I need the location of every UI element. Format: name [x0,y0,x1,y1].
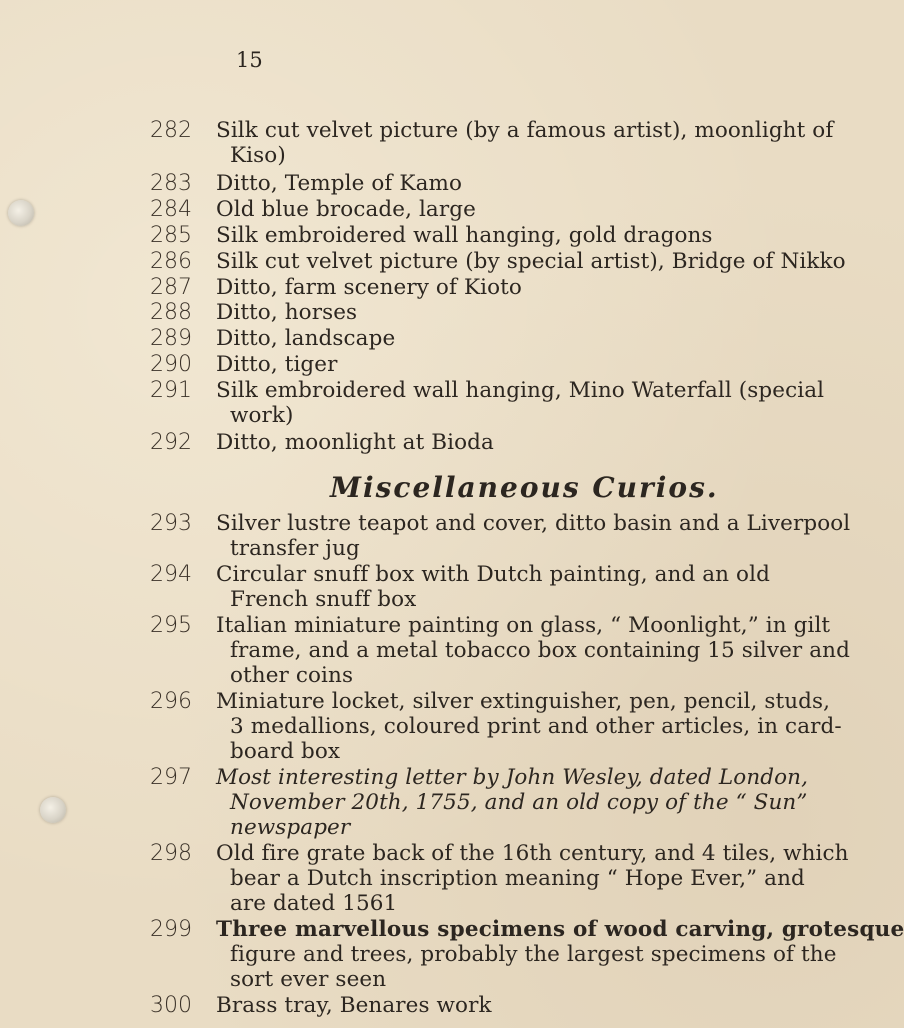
lot-line: Ditto, Temple of Kamo [216,171,463,196]
lot-number: 291 [150,378,192,403]
lot-line: Silver lustre teapot and cover, ditto basin and a Liverpool [216,511,851,536]
lot-line: Ditto, tiger [216,352,338,377]
lot-description [216,562,786,612]
lot-description [216,275,786,300]
lot-description [216,352,786,377]
lot-number: 286 [150,249,192,274]
lot-number: 300 [150,993,192,1018]
lot-number: 285 [150,223,192,248]
lot-line: Italian miniature painting on glass, “ Moonlight,” in gilt [216,613,831,638]
lot-line: Old fire grate back of the 16th century, and 4 tiles, which [216,841,849,866]
lot-line: Old blue brocade, large [216,197,476,222]
lot-description [216,300,786,325]
lot-number: 292 [150,430,192,455]
lot-line: Silk cut velvet picture (by a famous artist), moonlight of [216,118,834,143]
lot-description [216,249,846,274]
lot-number: 297 [150,765,192,790]
lot-line: Ditto, landscape [216,326,396,351]
lot-number: 295 [150,613,192,638]
lot-number: 284 [150,197,192,222]
lot-line: Silk embroidered wall hanging, Mino Waterfall (special [216,378,825,403]
lot-description [216,326,786,351]
lot-number: 290 [150,352,192,377]
lot-number: 287 [150,275,192,300]
lot-line: are dated 1561 [230,891,398,916]
lot-description [216,841,849,916]
lot-line: November 20th, 1755, and an old copy of the “ Sun” [230,790,808,815]
lot-line: transfer jug [230,536,360,561]
lot-number: 283 [150,171,192,196]
page-number: 15 [236,48,263,72]
lot-number: 293 [150,511,192,536]
lot-description [216,378,825,428]
lot-line: newspaper [230,815,351,840]
lot-number: 289 [150,326,192,351]
lot-line: board box [230,739,341,764]
lot-description [216,765,809,840]
lot-line: Silk embroidered wall hanging, gold dragons [216,223,713,248]
lot-description [216,223,786,248]
lot-description [216,613,850,688]
lot-line: frame, and a metal tobacco box containing 15 silver and [230,638,850,663]
lot-line: Silk cut velvet picture (by special artist), Bridge of Nikko [216,249,846,274]
section-heading: Miscellaneous Curios. [330,471,719,504]
lot-line: Ditto, horses [216,300,358,325]
lot-line: figure and trees, probably the largest specimens of the [230,942,837,967]
lot-line: Three marvellous specimens of wood carving, grotesque [216,917,904,942]
lot-description [216,511,851,561]
lot-line: Ditto, farm scenery of Kioto [216,275,522,300]
lot-description [216,689,842,764]
punch-hole-bottom [40,797,66,823]
lot-number: 299 [150,917,192,942]
lot-description [216,197,786,222]
lot-description [216,917,904,992]
lot-line: Kiso) [230,143,286,168]
lot-description [216,118,834,168]
punch-hole-top [8,200,34,226]
lot-line: French snuff box [230,587,417,612]
lot-number: 298 [150,841,192,866]
lot-line: bear a Dutch inscription meaning “ Hope Ever,” and [230,866,805,891]
lot-description [216,993,786,1018]
lot-number: 294 [150,562,192,587]
lot-number: 296 [150,689,192,714]
lot-line: Miniature locket, silver extinguisher, pen, pencil, studs, [216,689,831,714]
lot-line: Ditto, moonlight at Bioda [216,430,494,455]
lot-description [216,430,786,455]
lot-line: Most interesting letter by John Wesley, dated London, [216,765,809,790]
lot-line: Brass tray, Benares work [216,993,492,1018]
lot-number: 282 [150,118,192,143]
lot-number: 288 [150,300,192,325]
lot-line: work) [230,403,294,428]
lot-line: other coins [230,663,354,688]
lot-line: Circular snuff box with Dutch painting, and an old [216,562,770,587]
lot-line: sort ever seen [230,967,387,992]
lot-description [216,171,786,196]
lot-line: 3 medallions, coloured print and other articles, in card- [230,714,842,739]
